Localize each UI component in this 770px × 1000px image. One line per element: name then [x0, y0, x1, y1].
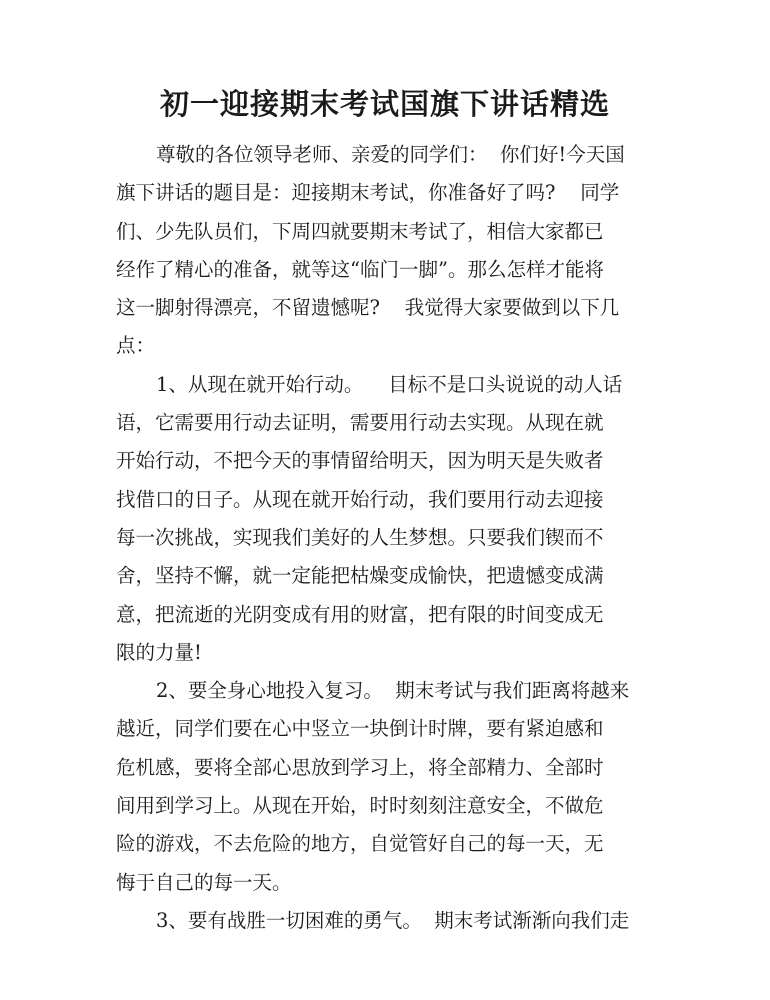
text-line: 危机感，要将全部心思放到学习上，将全部精力、全部时	[116, 755, 604, 779]
text-line: 语，它需要用行动去证明，需要用行动去实现。从现在就	[116, 411, 604, 435]
document-body	[116, 136, 656, 940]
text-line: 这一脚射得漂亮，不留遗憾呢? 我觉得大家要做到以下几	[116, 296, 620, 320]
text-line: 找借口的日子。从现在就开始行动，我们要用行动去迎接	[116, 487, 604, 511]
text-line: 越近，同学们要在心中竖立一块倒计时牌，要有紧迫感和	[116, 717, 604, 741]
text-line: 经作了精心的准备，就等这“临门一脚”。那么怎样才能将	[116, 257, 604, 281]
text-line: 悔于自己的每一天。	[116, 870, 292, 894]
text-line: 点：	[116, 334, 156, 358]
text-line: 2、要全身心地投入复习。 期末考试与我们距离将越来	[156, 679, 630, 703]
document-title: 初一迎接期末考试国旗下讲话精选	[159, 87, 610, 121]
text-line: 1、从现在就开始行动。 目标不是口头说说的动人话	[156, 372, 623, 396]
text-line: 每一次挑战，实现我们美好的人生梦想。只要我们锲而不	[116, 525, 604, 549]
text-line: 险的游戏，不去危险的地方，自觉管好自己的每一天，无	[116, 832, 604, 856]
text-line: 尊敬的各位领导老师、亲爱的同学们： 你们好!今天国	[156, 143, 625, 166]
text-line: 意，把流逝的光阴变成有用的财富，把有限的时间变成无	[116, 602, 604, 626]
text-line: 3、要有战胜一切困难的勇气。 期末考试渐渐向我们走	[156, 908, 630, 932]
text-line: 旗下讲话的题目是：迎接期末考试，你准备好了吗? 同学	[116, 181, 620, 205]
text-line: 限的力量!	[116, 640, 202, 664]
text-line: 们、少先队员们，下周四就要期末考试了，相信大家都已	[116, 219, 604, 243]
text-line: 舍，坚持不懈，就一定能把枯燥变成愉快，把遗憾变成满	[116, 564, 604, 588]
text-line: 间用到学习上。从现在开始，时时刻刻注意安全，不做危	[116, 794, 604, 818]
text-line: 开始行动，不把今天的事情留给明天，因为明天是失败者	[116, 449, 604, 473]
